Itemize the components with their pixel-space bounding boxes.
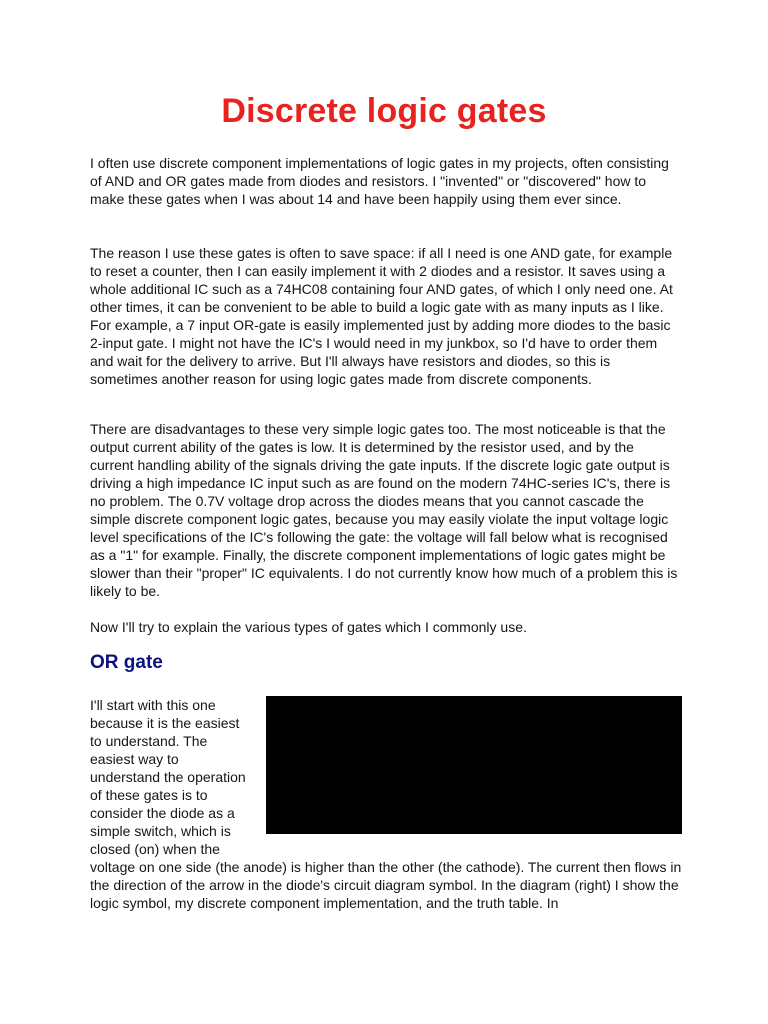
disadvantages-paragraph: There are disadvantages to these very simple logic gates too. The most noticeable is that the output current ability of the gates is low. It is determined by the resistor used, and by the current handling ability of the signals driving the gate inputs. If the discrete logic gate output is driving a high impedance IC input such as are found on the modern 74HC-series IC's, there is no problem. The 0.7V voltage drop across the diodes means that you cannot cascade the simple discrete component logic gates, because you may easily violate the input voltage logic level specifications of the IC's following the gate: the voltage will fall below what is recognised as a "1" for example. Finally, the discrete component implementations of logic gates might be slower than their "proper" IC equivalents. I do not currently know how much of a problem this is likely to be. [90, 421, 678, 599]
page-title: Discrete logic gates [221, 92, 547, 130]
reason-paragraph: The reason I use these gates is often to save space: if all I need is one AND gate, for example to reset a counter, then I can easily implement it with 2 diodes and a resistor. It saves using a whole additional IC such as a 74HC08 containing four AND gates, of which I only need one. At other times, it can be convenient to be able to build a logic gate with as many inputs as I like. For example, a 7 input OR-gate is easily implemented just by adding more diodes to the basic 2-input gate. I might not have the IC's I would need in my junkbox, so I'd have to order them and wait for the delivery to arrive. But I'll always have resistors and diodes, so this is sometimes another reason for using logic gates made from discrete components. [90, 245, 673, 387]
explanation-intro-paragraph: Now I'll try to explain the various types of gates which I commonly use. [90, 619, 527, 635]
or-gate-section [90, 696, 682, 912]
intro-paragraph: I often use discrete component implementations of logic gates in my projects, often consisting of AND and OR gates made from diodes and resistors. I "invented" or "discovered" how to make these gates when I was about 14 and have been happily using them ever since. [90, 155, 669, 207]
or-gate-heading: OR gate [90, 652, 163, 673]
or-gate-paragraph: I'll start with this one because it is the easiest to understand. The easiest way to understand the operation of these gates is to consider the diode as a simple switch, which is closed (on) when the voltage on one side (the anode) is higher than the other (the cathode). The current then flows in the direction of the arrow in the diode's circuit diagram symbol. In the diagram (right) I show the logic symbol, my discrete component implementation, and the truth table. In [90, 697, 682, 911]
or-gate-diagram-image [266, 696, 682, 834]
